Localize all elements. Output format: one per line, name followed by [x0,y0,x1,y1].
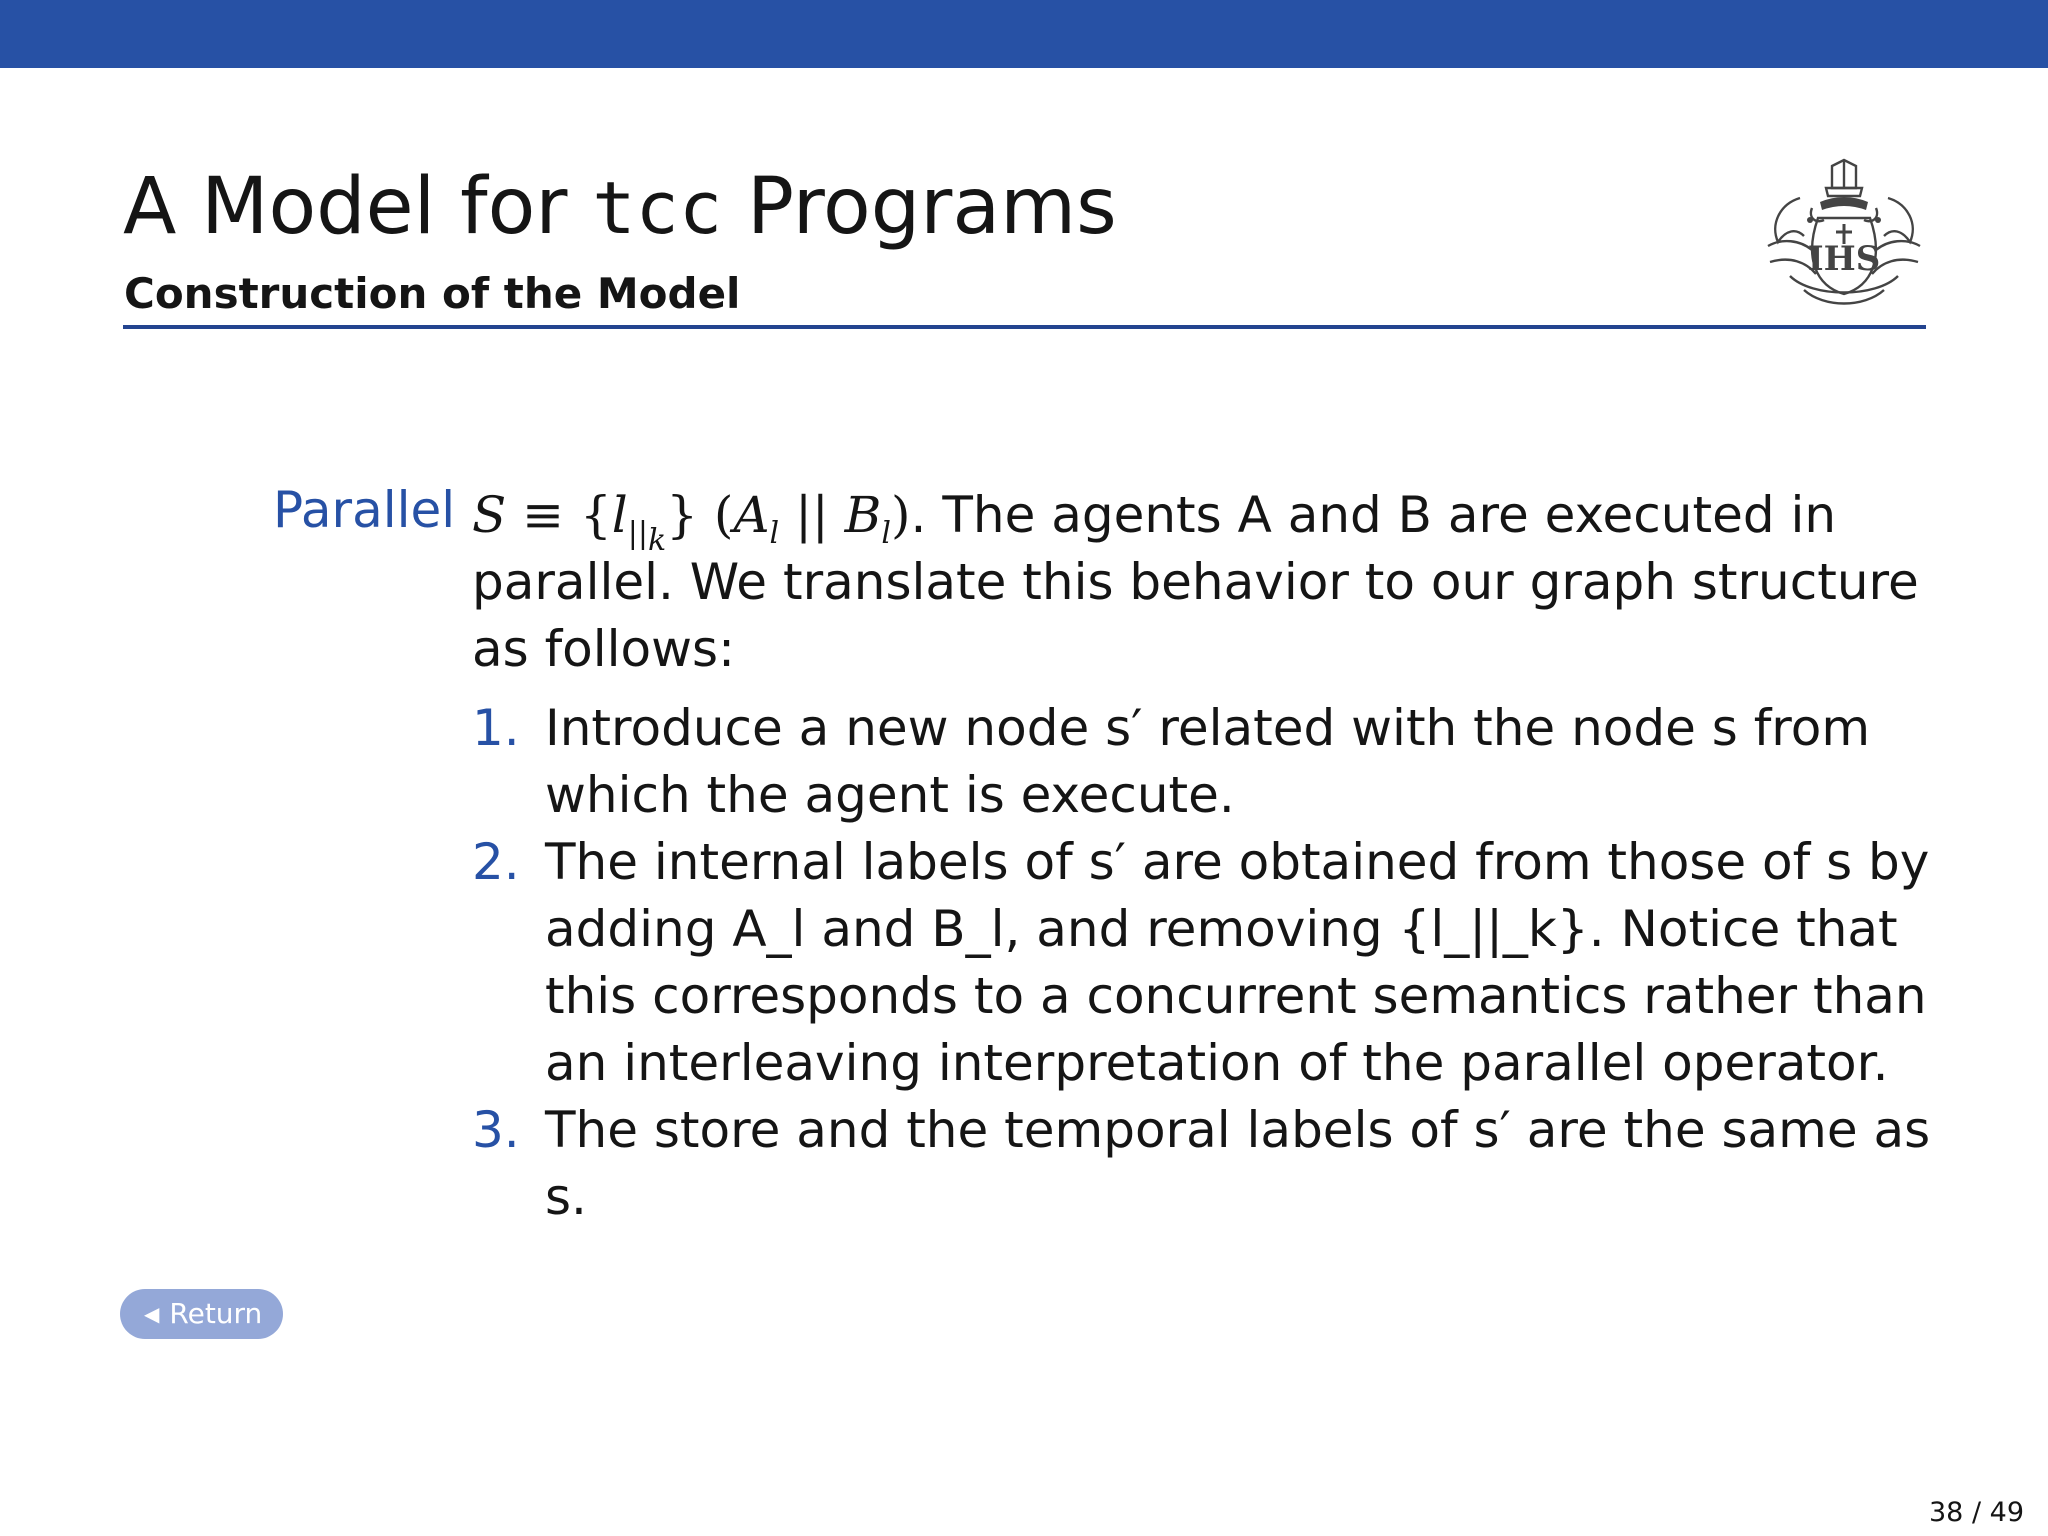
list-item [472,829,1942,1097]
title-rule [123,325,1926,329]
item-intro: $S \equiv \{l_{||_k}\}$ ($A_l$ || $B_l$). The agents A and B are executed in parallel. We translate this behavior to our graph structure as follows: [472,486,1919,678]
item-body [472,482,1942,1231]
list-item-text: The store and the temporal labels of s′ are the same as s. [545,1101,1931,1226]
list-item-number: 1. [472,699,520,757]
slide-subtitle: Construction of the Model [124,269,741,318]
return-button[interactable] [120,1289,283,1339]
item-label-parallel: Parallel [273,481,456,539]
math-expression: S [472,486,507,544]
list-item [472,1097,1942,1231]
svg-text:IHS: IHS [1807,239,1881,279]
list-item [472,695,1942,829]
triangle-left-icon: ◀ [144,1302,160,1326]
return-button-label: Return [169,1297,263,1330]
page-number: 38 / 49 [1928,1497,2024,1528]
ihs-crest-logo [1760,158,1928,316]
item-intro-text: . The agents A and B are executed in parallel. We translate this behavior to our graph structure as follows: [472,486,1919,678]
header-bar [0,0,2048,68]
slide-title: A Model for tcc Programs [123,162,1117,252]
steps-list [472,695,1942,1231]
list-item-text: The internal labels of s′ are obtained from those of s by adding A_l and B_l, and removing {l_||_k}. Notice that this corresponds to a concurrent semantics rather than an interleaving interpretation of the parallel operator. [545,833,1930,1092]
list-item-text: Introduce a new node s′ related with the node s from which the agent is execute. [545,699,1871,824]
list-item-number: 3. [472,1101,520,1159]
list-item-number: 2. [472,833,520,891]
